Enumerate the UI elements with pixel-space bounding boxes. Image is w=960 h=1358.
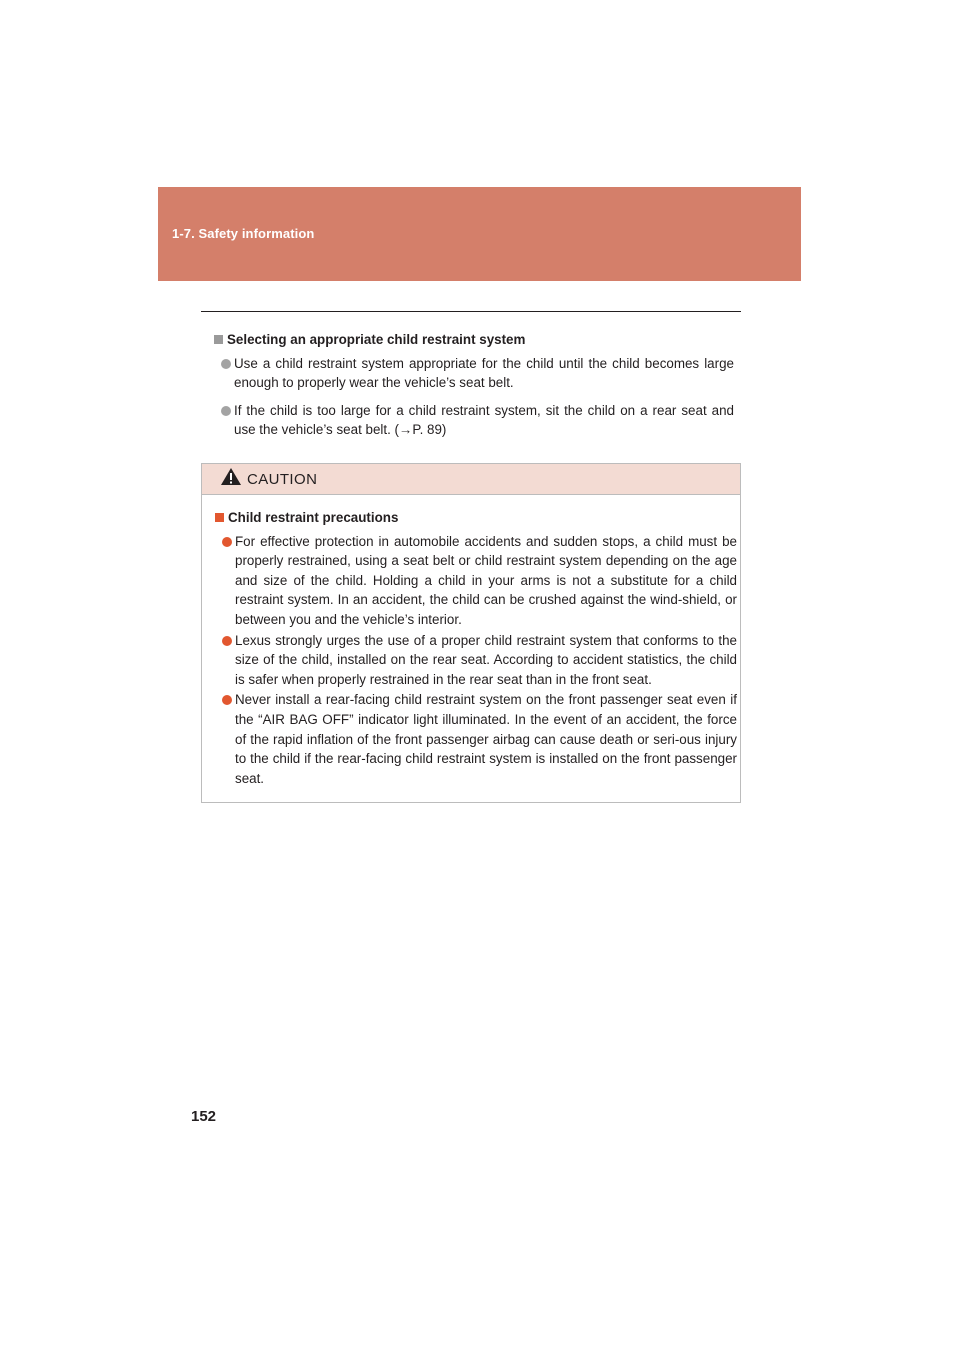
bullet-dot-icon [222,695,232,705]
bullet-text: If the child is too large for a child restraint system, sit the child on a rear seat and use the vehicle’s seat belt. (→P. 89) [234,402,734,438]
caution-body [215,508,737,789]
page-number: 152 [191,1108,217,1125]
bullet-dot-icon [222,636,232,646]
bullet-text: Use a child restraint system appropriate for the child until the child becomes large enough to properly wear the vehicle’s seat belt. [234,355,734,391]
caution-heading [215,508,737,528]
bullet-text: Never install a rear-facing child restraint system on the front passenger seat even if the “AIR BAG OFF” indicator light illuminated. In the event of an accident, the force of the rapid inflation of the front passenger airbag can cause death or seri-ous injury to the child if the rear-facing child restraint system is installed on the front passenger seat. [235,692,737,786]
divider-rule [201,311,741,312]
warning-triangle-icon [220,467,242,491]
list-item [222,532,737,630]
caution-heading-text: Child restraint precautions [228,510,399,525]
selecting-heading [214,330,734,350]
square-bullet-icon [214,335,223,344]
caution-title: CAUTION [247,470,318,488]
list-item [222,690,737,788]
list-item [221,354,734,393]
section-label: 1-7. Safety information [172,226,315,241]
selecting-section [214,330,734,448]
bullet-text: Lexus strongly urges the use of a proper child restraint system that conforms to the size of the child, installed on the rear seat. According to accident statistics, the child is safer when properly restrained in the rear seat than in the front seat. [235,632,737,687]
bullet-dot-icon [221,406,231,416]
caution-box [201,463,741,803]
square-bullet-icon [215,513,224,522]
bullet-dot-icon [221,359,231,369]
bullet-text: For effective protection in automobile accidents and sudden stops, a child must be properly restrained, using a seat belt or child restraint system depending on the age and size of the child. Holding a child in your arms is not a substitute for a child restraint system. In an accident, the child can be crushed against the wind-shield, or between you and the vehicle’s interior. [235,533,737,627]
list-item [222,631,737,690]
caution-header [202,464,740,495]
list-item [221,401,734,440]
bullet-dot-icon [222,537,232,547]
selecting-heading-text: Selecting an appropriate child restraint system [227,332,526,347]
